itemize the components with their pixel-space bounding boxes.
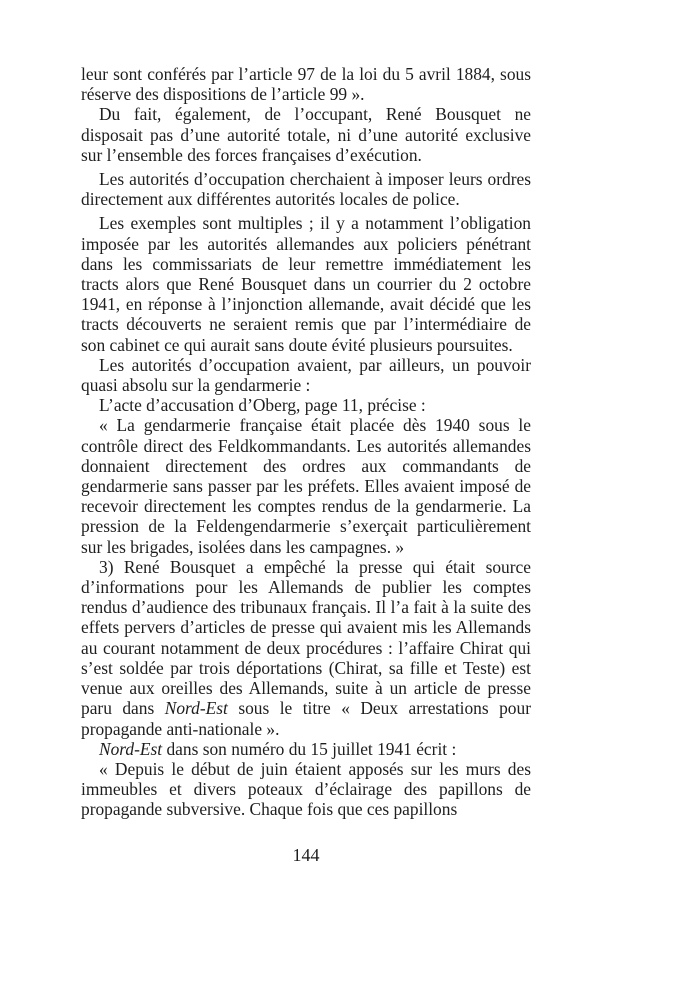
paragraph-4 [81, 213, 531, 354]
paragraph-8-text-a: 3) René Bousquet a empêché la presse qui était source d’informations pour les Allemands de publier les comptes rendus d’audience des tribunaux français. Il l’a fait à la suite des effets pervers d’articles de presse qui avaient mis les Allemands au courant notamment de deux procédures : l’affaire Chirat qui s’est soldée par trois déportations (Chirat, sa fille et Teste) est venue aux oreilles des Allemands, suite à un article de presse paru dans [81, 556, 531, 719]
paragraph-5-text: Les autorités d’occupation avaient, par ailleurs, un pouvoir quasi absolu sur la gendarmerie : [81, 354, 531, 396]
paragraph-6-text: L’acte d’accusation d’Oberg, page 11, précise : [99, 395, 426, 416]
quote-paragraph-oberg [81, 415, 531, 556]
paragraph-9 [81, 739, 531, 759]
paragraph-9-text: dans son numéro du 15 juillet 1941 écrit : [162, 738, 457, 759]
newspaper-title-nord-est: Nord-Est [164, 698, 228, 719]
page-number: 144 [292, 845, 320, 865]
quote-paragraph-nord-est [81, 759, 531, 820]
quote-nord-est-text: « Depuis le début de juin étaient apposés sur les murs des immeubles et divers poteaux d’éclairage des papillons de propagande subversive. Chaque fois que ces papillons [81, 758, 531, 820]
paragraph-3-text: Les autorités d’occupation cherchaient à imposer leurs ordres directement aux différentes autorités locales de police. [81, 169, 531, 210]
body-text [81, 64, 531, 820]
paragraph-5 [81, 355, 531, 395]
paragraph-8-text-b: sous le titre « Deux arrestations pour propagande anti-nationale ». [81, 698, 531, 739]
paragraph-3 [81, 169, 531, 209]
newspaper-title-nord-est-2: Nord-Est [99, 738, 163, 759]
paragraph-1-text: leur sont conférés par l’article 97 de la loi du 5 avril 1884, sous réserve des dispositions de l’article 99 ». [81, 64, 531, 105]
paragraph-8 [81, 557, 531, 739]
paragraph-2 [81, 104, 531, 165]
paragraph-4-text: Les exemples sont multiples ; il y a notamment l’obligation imposée par les autorités allemandes aux policiers pénétrant dans les commissariats de leur remettre immédiatement les tracts alors que René Bousquet dans un courrier du 2 octobre 1941, en réponse à l’injonction allemande, avait décidé que les tracts découverts ne seraient remis que par l’intermédiaire de son cabinet ce qui aurait sans doute évité plusieurs poursuites. [81, 213, 531, 355]
paragraph-1 [81, 64, 531, 104]
quote-oberg-text: « La gendarmerie française était placée dès 1940 sous le contrôle direct des Feldkommandants. Les autorités allemandes donnaient directement des ordres aux commandants de gendarmerie sans passer par les préfets. Elles avaient imposé de recevoir directement les comptes rendus de la gendarmerie. La pression de la Feldengendarmerie s’exerçait particulièrement sur les brigades, isolées dans les campagnes. » [81, 415, 531, 557]
paragraph-2-text: Du fait, également, de l’occupant, René Bousquet ne disposait pas d’une autorité totale, ni d’une autorité exclusive sur l’ensemble des forces françaises d’exécution. [81, 104, 531, 165]
paragraph-6 [81, 395, 531, 415]
